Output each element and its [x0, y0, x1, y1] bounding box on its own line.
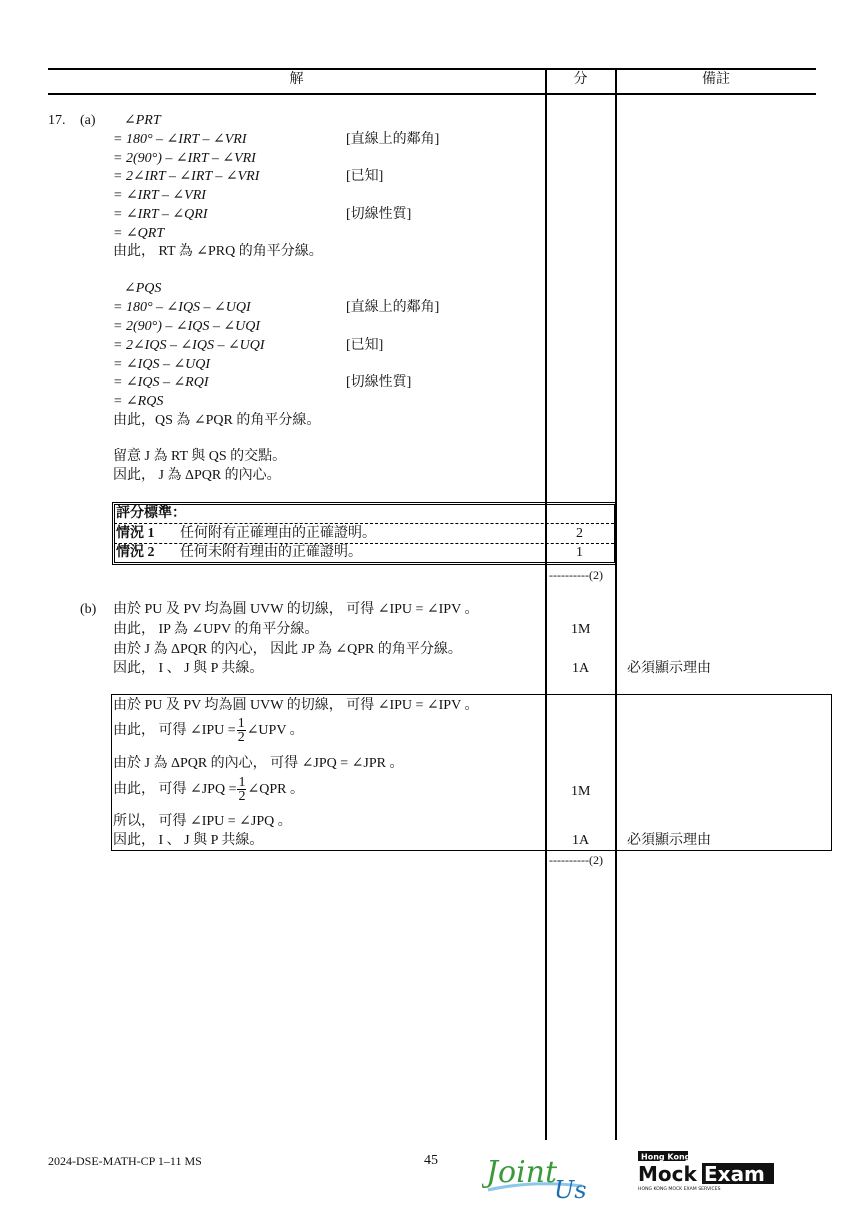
proof-line: ∠PQS — [124, 281, 162, 296]
svg-text:Mock: Mock — [638, 1162, 697, 1186]
proof-line: = ∠IRT – ∠VRI — [113, 188, 206, 203]
alt-line-fraction — [113, 776, 304, 804]
proof-line: 因此， J 為 ΔPQR 的內心。 — [113, 468, 281, 483]
alt-text: 由此， 可得 ∠JPQ = — [113, 782, 237, 797]
page-number: 45 — [424, 1153, 438, 1168]
subtotal-a: ----------(2) — [549, 568, 603, 582]
svg-text:Us: Us — [554, 1176, 587, 1202]
proof-line: = 180° – ∠IQS – ∠UQI — [113, 300, 251, 315]
proof-line: ∠PRT — [124, 113, 161, 128]
alt-text: ∠UPV 。 — [246, 723, 304, 738]
proof-line: 留意 J 為 RT 與 QS 的交點。 — [113, 449, 287, 464]
alt-line: 由於 J 為 ΔPQR 的內心， 可得 ∠JPQ = ∠JPR 。 — [113, 756, 404, 771]
proof-line: = 2(90°) – ∠IRT – ∠VRI — [113, 151, 256, 166]
alt-line: 所以， 可得 ∠IPU = ∠JPQ 。 — [113, 814, 292, 829]
denominator: 2 — [237, 730, 245, 746]
scheme-case-2-label: 情況 2 — [116, 545, 155, 560]
proof-reason: [切線性質] — [346, 375, 412, 390]
proof-reason: [已知] — [346, 169, 384, 184]
hong-kong-mock-exam-logo — [638, 1150, 774, 1192]
header-solution: 解 — [289, 72, 304, 87]
header-remarks: 備註 — [702, 72, 730, 87]
proof-line: = 180° – ∠IRT – ∠VRI — [113, 132, 247, 147]
proof-reason: [已知] — [346, 338, 384, 353]
fraction-half — [237, 776, 246, 803]
proof-line: = ∠IQS – ∠RQI — [113, 375, 209, 390]
denominator: 2 — [238, 789, 246, 805]
proof-line: = ∠QRT — [113, 226, 165, 241]
proof-reason: [直線上的鄰角] — [346, 300, 440, 315]
proof-reason: [切線性質] — [346, 207, 412, 222]
marks-column-left-border — [545, 68, 547, 1140]
scheme-case-2-text: 任何未附有理由的正確證明。 — [180, 545, 362, 560]
proof-conclusion: 由此，QS 為 ∠PQR 的角平分線。 — [113, 413, 321, 428]
svg-text:Hong Kong: Hong Kong — [641, 1152, 691, 1162]
mark-1a: 1A — [572, 833, 590, 848]
svg-text:HONG KONG MOCK EXAM SERVICES: HONG KONG MOCK EXAM SERVICES — [638, 1187, 721, 1192]
proof-line: = ∠RQS — [113, 394, 164, 409]
remark: 必須顯示理由 — [627, 833, 711, 848]
jointus-logo — [482, 1150, 600, 1202]
fraction-half — [237, 717, 246, 744]
subtotal-b: ----------(2) — [549, 853, 603, 867]
proof-line: = ∠IRT – ∠QRI — [113, 207, 208, 222]
part-b-line: 由於 PU 及 PV 均為圓 UVW 的切線， 可得 ∠IPU = ∠IPV 。 — [113, 602, 479, 617]
proof-conclusion: 由此， RT 為 ∠PRQ 的角平分線。 — [113, 244, 323, 259]
mark-1m: 1M — [571, 622, 591, 637]
scheme-title: 評分標準： — [116, 506, 186, 521]
part-b-line: 由此， IP 為 ∠UPV 的角平分線。 — [113, 622, 319, 637]
header-marks: 分 — [573, 72, 588, 87]
alt-text: ∠QPR 。 — [247, 782, 304, 797]
svg-text:Exam: Exam — [704, 1162, 765, 1186]
scheme-case-1-text: 任何附有正確理由的正確證明。 — [180, 526, 376, 541]
scheme-case-1-label: 情況 1 — [116, 526, 155, 541]
question-number: 17. — [48, 113, 66, 128]
document-code: 2024-DSE-MATH-CP 1–11 MS — [48, 1154, 202, 1168]
part-b-label: (b) — [80, 602, 97, 617]
mark-1a: 1A — [572, 661, 590, 676]
scheme-divider — [114, 523, 614, 524]
marks-column-right-border — [615, 68, 617, 1140]
proof-reason: [直線上的鄰角] — [346, 132, 440, 147]
scheme-case-2-mark: 1 — [576, 545, 583, 560]
alt-text: 由此， 可得 ∠IPU = — [113, 723, 236, 738]
part-b-line: 因此， I 、 J 與 P 共線。 — [113, 661, 264, 676]
svg-text:Joint: Joint — [486, 1155, 558, 1190]
alt-line-fraction — [113, 717, 304, 745]
header-bottom-rule — [48, 93, 816, 95]
alt-line: 因此， I 、 J 與 P 共線。 — [113, 833, 264, 848]
scheme-case-1-mark: 2 — [576, 526, 583, 541]
remark: 必須顯示理由 — [627, 661, 711, 676]
part-a-label: (a) — [80, 113, 96, 128]
alt-line: 由於 PU 及 PV 均為圓 UVW 的切線， 可得 ∠IPU = ∠IPV 。 — [113, 698, 479, 713]
numerator: 1 — [238, 775, 246, 791]
proof-line: = 2∠IRT – ∠IRT – ∠VRI — [113, 169, 260, 184]
proof-line: = 2(90°) – ∠IQS – ∠UQI — [113, 319, 260, 334]
proof-line: = ∠IQS – ∠UQI — [113, 357, 211, 372]
part-b-line: 由於 J 為 ΔPQR 的內心， 因此 JP 為 ∠QPR 的角平分線。 — [113, 642, 462, 657]
mark-1m: 1M — [571, 784, 591, 799]
numerator: 1 — [237, 716, 245, 732]
proof-line: = 2∠IQS – ∠IQS – ∠UQI — [113, 338, 265, 353]
